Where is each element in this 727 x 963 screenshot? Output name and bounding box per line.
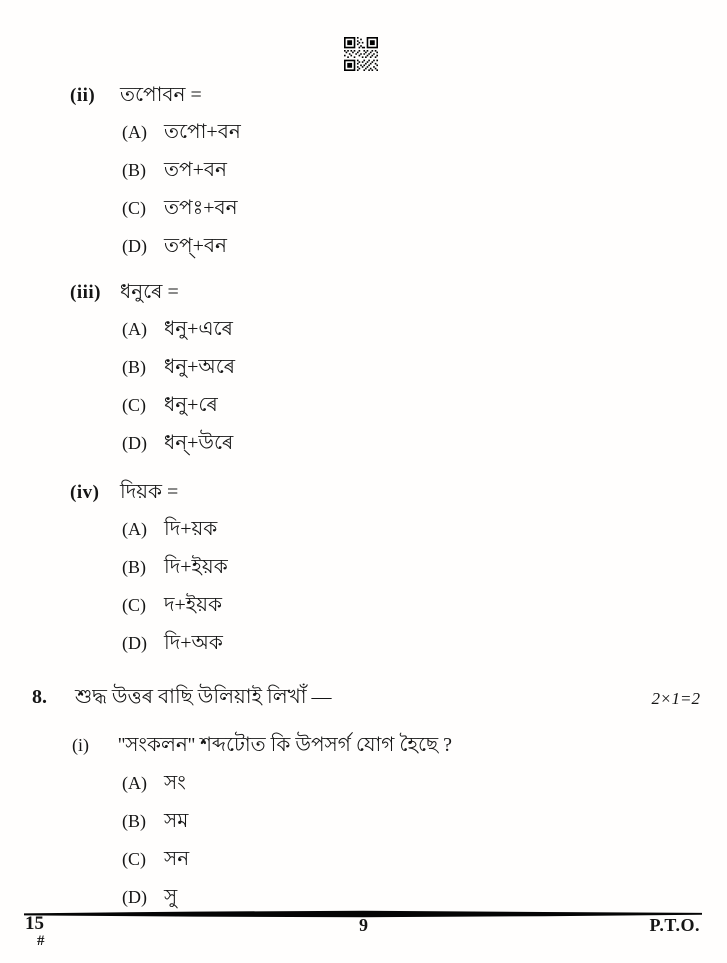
option-b (122, 556, 727, 594)
page-number: 9 (359, 915, 368, 935)
option-c (122, 394, 727, 432)
option-label: (D) (122, 633, 147, 653)
question-iv-head (70, 481, 727, 504)
option-c (122, 594, 727, 632)
option-d (122, 632, 727, 670)
question-number: (iii) (70, 282, 101, 303)
question-iii-head (70, 281, 727, 304)
option-label: (A) (122, 122, 147, 142)
marks-label: 2×1=2 (651, 689, 700, 708)
question-stem: ধনুৰে = (120, 281, 179, 303)
option-c (122, 197, 727, 235)
option-text: সু (164, 886, 178, 908)
option-d (122, 432, 727, 470)
bottom-rule (24, 906, 702, 915)
option-text: তপো+বন (164, 121, 241, 143)
question-iv (0, 481, 727, 670)
option-text: দি+য়ক (164, 518, 218, 540)
question-8 (0, 686, 727, 924)
qr-code-icon (344, 37, 378, 71)
question-8-head (32, 686, 700, 709)
question-stem: তপোবন = (120, 84, 202, 106)
option-text: দি+ইয়ক (164, 556, 228, 578)
hash-mark: # (37, 933, 45, 949)
option-label: (D) (122, 887, 147, 907)
option-label: (C) (122, 849, 146, 869)
option-label: (C) (122, 595, 146, 615)
option-label: (B) (122, 557, 146, 577)
option-a (122, 772, 727, 810)
option-text: ধন্+উৰে (164, 432, 234, 454)
option-label: (D) (122, 433, 147, 453)
question-number: (i) (72, 735, 89, 755)
option-label: (A) (122, 319, 147, 339)
question-stem: শুদ্ধ উত্তৰ বাছি উলিয়াই লিখাঁ — (75, 686, 332, 708)
question-number: (iv) (70, 482, 100, 503)
question-paper-code: 15 (25, 913, 44, 934)
option-label: (D) (122, 236, 147, 256)
option-label: (C) (122, 395, 146, 415)
option-label: (A) (122, 773, 147, 793)
option-a (122, 318, 727, 356)
option-text: তপ+বন (164, 159, 227, 181)
option-text: সন (164, 848, 190, 870)
option-b (122, 159, 727, 197)
question-stem: দিয়ক = (120, 481, 179, 503)
option-c (122, 848, 727, 886)
option-label: (A) (122, 519, 147, 539)
option-label: (B) (122, 357, 146, 377)
question-8i-head (72, 734, 727, 756)
option-text: দি+অক (164, 632, 223, 654)
question-number: 8. (32, 686, 47, 708)
question-number: (ii) (70, 85, 96, 106)
option-text: সম (164, 810, 189, 832)
option-d (122, 235, 727, 273)
question-iii (0, 281, 727, 470)
option-label: (C) (122, 198, 146, 218)
pto-label: P.T.O. (649, 915, 700, 935)
option-text: দ+ইয়ক (164, 594, 222, 616)
question-stem: ''সংকলন'' শব্দটোত কি উপসৰ্গ যোগ হৈছে ? (118, 734, 453, 756)
option-a (122, 518, 727, 556)
option-text: ধনু+এৰে (164, 318, 233, 340)
question-ii (0, 84, 727, 273)
option-label: (B) (122, 811, 146, 831)
option-b (122, 356, 727, 394)
option-text: ধনু+অৰে (164, 356, 236, 378)
option-text: ধনু+ৰে (164, 394, 218, 416)
option-b (122, 810, 727, 848)
question-ii-head (70, 84, 727, 107)
option-text: সং (164, 772, 186, 794)
option-text: তপ্+বন (164, 235, 227, 257)
option-a (122, 121, 727, 159)
option-text: তপঃ+বন (164, 197, 238, 219)
option-label: (B) (122, 160, 146, 180)
